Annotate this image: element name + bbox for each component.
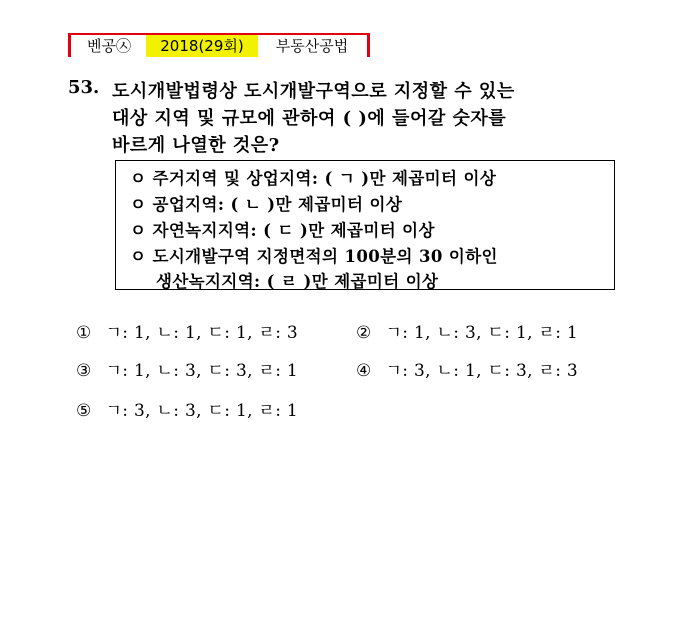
header-year: 2018(29회) — [146, 35, 258, 57]
question-line-1: 도시개발법령상 도시개발구역으로 지정할 수 있는 — [112, 81, 515, 102]
condition-item: ㅇ 공업지역: ( ㄴ )만 제곱미터 이상 — [130, 195, 403, 214]
choice-text: ㄱ: 3, ㄴ: 1, ㄷ: 3, ㄹ: 3 — [385, 361, 579, 381]
choice-number: ④ — [356, 361, 372, 381]
header-left-border — [68, 33, 71, 57]
choice-number: ③ — [76, 361, 92, 381]
choice-number: ① — [76, 323, 92, 343]
answer-choice-5[interactable] — [76, 396, 298, 421]
question-number: 53. — [68, 77, 100, 98]
answer-choice-1[interactable] — [76, 318, 298, 343]
condition-item: ㅇ 주거지역 및 상업지역: ( ㄱ )만 제곱미터 이상 — [130, 169, 497, 188]
condition-item: ㅇ 자연녹지지역: ( ㄷ )만 제곱미터 이상 — [130, 221, 435, 240]
conditions-box — [115, 160, 615, 290]
choice-text: ㄱ: 1, ㄴ: 3, ㄷ: 3, ㄹ: 1 — [105, 361, 299, 381]
condition-item: ㅇ 도시개발구역 지정면적의 100분의 30 이하인 — [130, 247, 498, 266]
choice-number: ⑤ — [76, 401, 92, 421]
header-right-border — [367, 33, 370, 57]
choice-text: ㄱ: 1, ㄴ: 3, ㄷ: 1, ㄹ: 1 — [385, 323, 579, 343]
question-line-3: 바르게 나열한 것은? — [112, 135, 280, 156]
question-line-2: 대상 지역 및 규모에 관하여 ( )에 들어갈 숫자를 — [112, 108, 507, 129]
choice-text: ㄱ: 3, ㄴ: 3, ㄷ: 1, ㄹ: 1 — [105, 401, 299, 421]
condition-item-continuation: 생산녹지지역: ( ㄹ )만 제곱미터 이상 — [156, 272, 439, 291]
header-brand: 벤공㉦ — [87, 37, 131, 55]
choice-number: ② — [356, 323, 372, 343]
answer-choice-2[interactable] — [356, 318, 578, 343]
answer-choice-3[interactable] — [76, 356, 298, 381]
answer-choice-4[interactable] — [356, 356, 578, 381]
header-subject: 부동산공법 — [275, 37, 349, 55]
exam-header — [68, 33, 370, 57]
choice-text: ㄱ: 1, ㄴ: 1, ㄷ: 1, ㄹ: 3 — [105, 323, 299, 343]
